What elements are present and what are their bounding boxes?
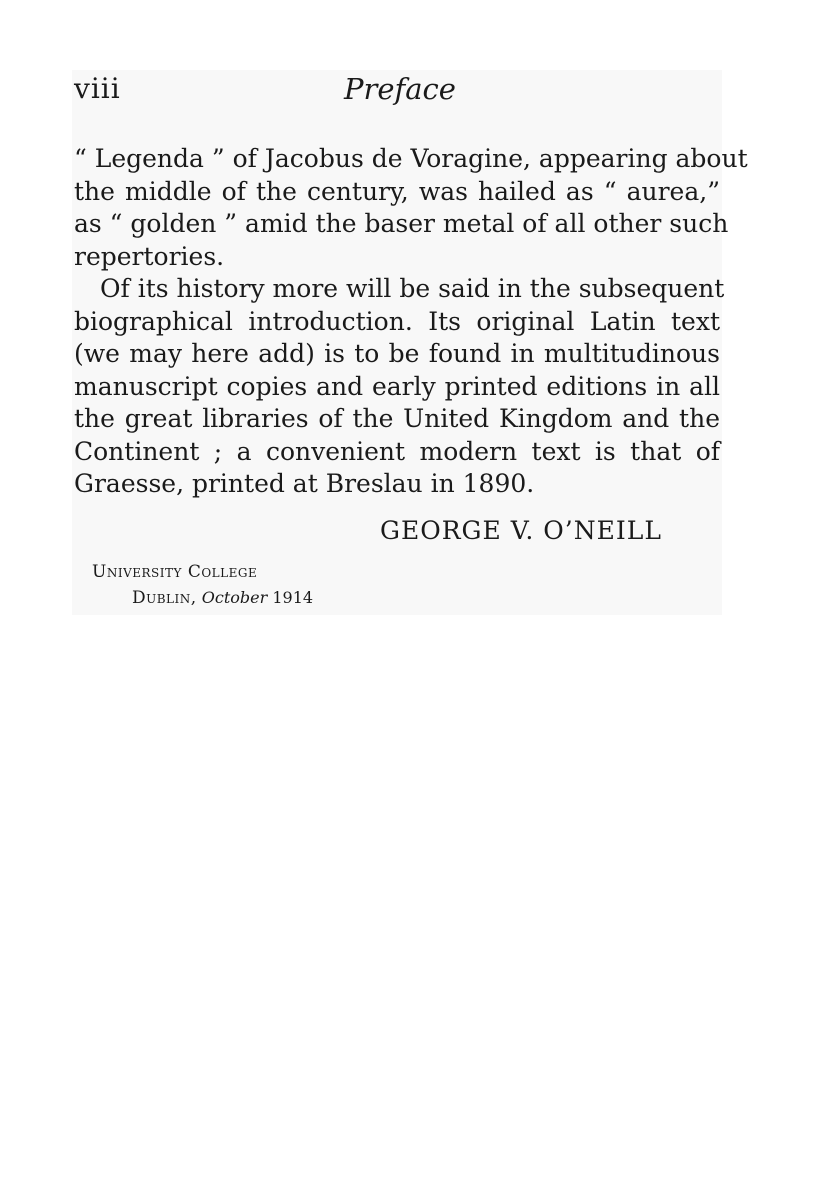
- body-paragraphs: [74, 143, 748, 501]
- text-line: (we may here add) is to be found in multitudinous: [74, 339, 720, 368]
- date-year: 1914: [272, 588, 314, 607]
- page-number: viii: [74, 72, 121, 105]
- text-line: Graesse, printed at Breslau in 1890.: [74, 469, 535, 498]
- place-and-date: [92, 559, 313, 611]
- text-line: the middle of the century, was hailed as “ aurea,”: [74, 176, 720, 206]
- text-line: as “ golden ” amid the baser metal of all other such: [74, 209, 729, 238]
- text-line: Continent ; a convenient modern text is that of: [74, 436, 720, 466]
- text-line: repertories.: [74, 241, 225, 271]
- city-name: Dublin,: [132, 588, 197, 608]
- text-line: the great libraries of the United Kingdom and the: [74, 404, 720, 433]
- author-signature: GEORGE V. O’NEILL: [380, 516, 662, 545]
- institution-name: University College: [92, 562, 258, 582]
- running-head: [74, 70, 720, 114]
- text-line: “ Legenda ” of Jacobus de Voragine, appearing about: [74, 144, 748, 173]
- running-head-title: Preface: [344, 72, 456, 106]
- text-line: manuscript copies and early printed editions in all: [74, 371, 720, 401]
- text-line: biographical introduction. Its original Latin text: [74, 306, 720, 336]
- date-month: October: [201, 588, 268, 607]
- text-line: Of its history more will be said in the subsequent: [100, 274, 725, 303]
